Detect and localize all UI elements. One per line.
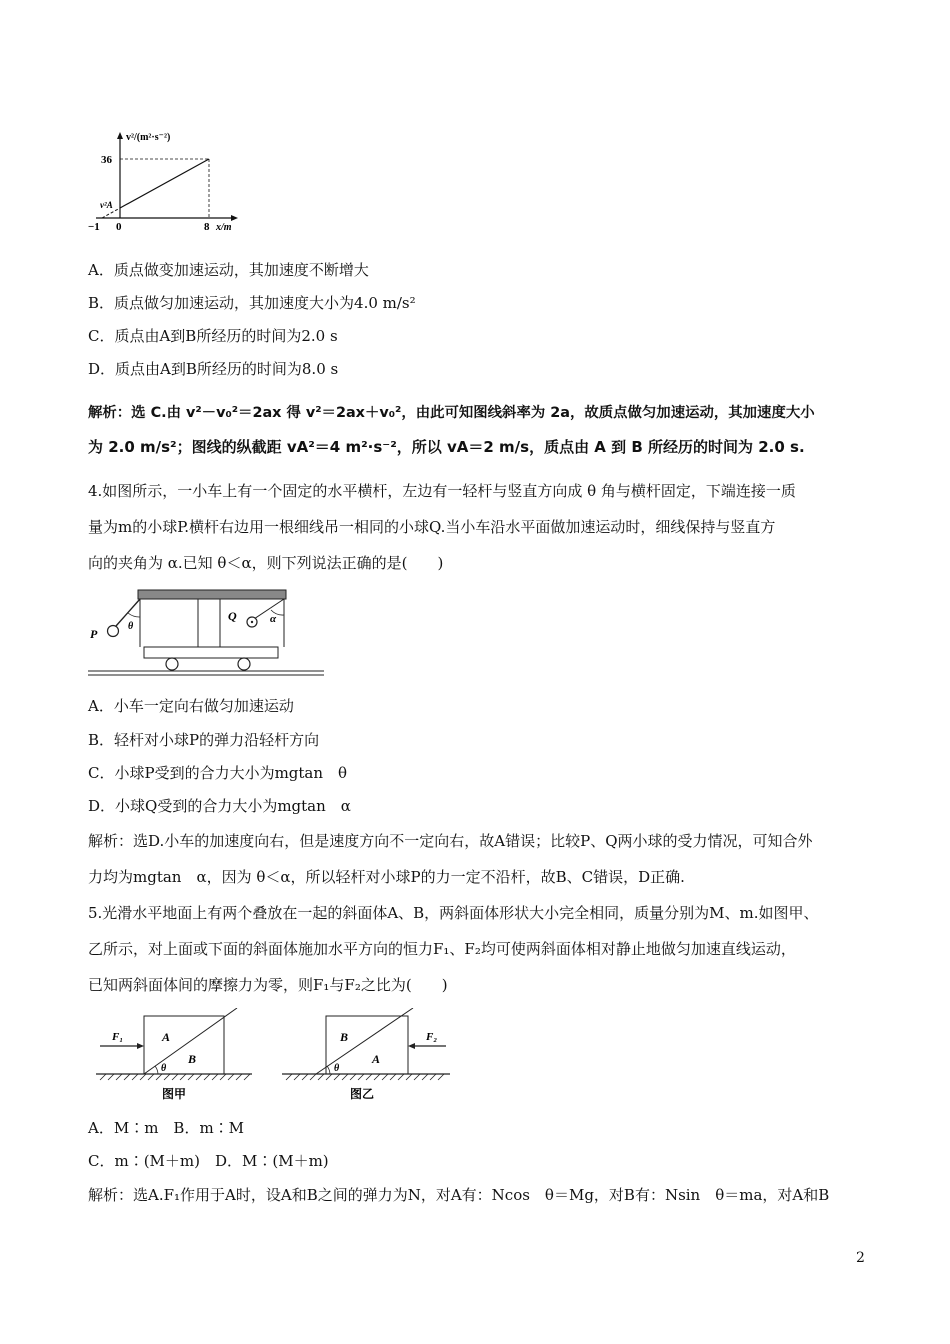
jia-force-arrowhead [137, 1043, 144, 1049]
q4-stem-line-1: 4.如图所示，一小车上有一个固定的水平横杆，左边有一轻杆与竖直方向成 θ 角与横杆固定，下端连接一质 [88, 482, 796, 500]
y-intercept-label: v²A [100, 200, 113, 210]
yi-lower-label: A [372, 1052, 381, 1066]
figure-jia [92, 1008, 260, 1108]
y-axis-label: v²/(m²·s⁻²) [126, 132, 171, 143]
page-number: 2 [856, 1250, 865, 1266]
q4-analysis-line-2: 力均为mgtan α，因为 θ＜α，所以轻杆对小球P的力一定不沿杆，故B、C错误，D正确. [88, 868, 685, 886]
q3-option-d: D．质点由A到B所经历的时间为8.0 s [88, 360, 339, 378]
label-alpha: α [270, 613, 277, 625]
wheel-right [238, 658, 250, 670]
q4-option-a: A．小车一定向右做匀加速运动 [88, 697, 294, 715]
q4-option-d: D．小球Q受到的合力大小为mgtan α [88, 797, 351, 815]
label-theta: θ [128, 621, 134, 632]
x-tick-8: 8 [204, 221, 210, 233]
q4-stem-line-2: 量为m的小球P.横杆右边用一根细线吊一相同的小球Q.当小车沿水平面做加速运动时，细线保持与竖直方 [88, 518, 776, 536]
q5-stem-line-1: 5.光滑水平地面上有两个叠放在一起的斜面体A、B，两斜面体形状大小完全相同，质量分别为M、m.如图甲、 [88, 904, 819, 922]
label-q: Q [228, 609, 237, 623]
yi-ground-hatch [286, 1074, 444, 1080]
yi-force-arrowhead [408, 1043, 415, 1049]
q5-options-line-2: C．m∶(M＋m) D．M∶(M＋m) [88, 1152, 329, 1170]
q4-analysis-line-1: 解析：选D.小车的加速度向右，但是速度方向不一定向右，故A错误；比较P、Q两小球的受力情况，可知合外 [88, 832, 813, 850]
jia-lower-label: B [188, 1052, 197, 1066]
q5-stem-line-3: 已知两斜面体间的摩擦力为零，则F₁与F₂之比为( ) [88, 976, 448, 994]
jia-upper-label: A [162, 1030, 171, 1044]
label-p: P [90, 627, 98, 641]
ball-q-dot [251, 621, 253, 623]
yi-upper-label: B [340, 1030, 349, 1044]
q4-option-c: C．小球P受到的合力大小为mgtan θ [88, 764, 348, 782]
center-column [198, 599, 220, 647]
jia-force-label: F₁ [112, 1031, 124, 1043]
ball-p [108, 626, 119, 637]
wheel-left [166, 658, 178, 670]
q4-option-b: B．轻杆对小球P的弹力沿轻杆方向 [88, 731, 320, 749]
jia-angle-label: θ [161, 1063, 167, 1074]
jia-ground-hatch [100, 1074, 250, 1080]
x-axis-arrow [231, 215, 238, 221]
y-axis-arrow [117, 132, 123, 139]
x-axis-label: x/m [216, 222, 232, 233]
q3-option-c: C．质点由A到B所经历的时间为2.0 s [88, 327, 338, 345]
yi-angle-label: θ [334, 1063, 340, 1074]
q5-stem-line-2: 乙所示，对上面或下面的斜面体施加水平方向的恒力F₁、F₂均可使两斜面体相对静止地做匀加速直线运动， [88, 940, 796, 958]
jia-caption: 图甲 [162, 1087, 187, 1101]
q4-stem-line-3: 向的夹角为 α.已知 θ＜α，则下列说法正确的是( ) [88, 554, 444, 572]
figure-yi [278, 1008, 454, 1108]
q3-analysis-line-1: 解析：选 C.由 v²－v₀²＝2ax 得 v²＝2ax＋v₀²，由此可知图线斜率为 2a，故质点做匀加速运动，其加速度大小 [88, 405, 815, 421]
crossbar [138, 590, 286, 599]
q5-analysis: 解析：选A.F₁作用于A时，设A和B之间的弹力为N，对A有：Ncos θ＝Mg，对B有：Nsin θ＝ma，对A和B [88, 1186, 830, 1204]
q3-option-a: A．质点做变加速运动，其加速度不断增大 [88, 261, 369, 279]
q3-analysis-line-2: 为 2.0 m/s²；图线的纵截距 vA²＝4 m²·s⁻²，所以 vA＝2 m/s，质点由 A 到 B 所经历的时间为 2.0 s. [88, 438, 805, 456]
x-tick-neg1: −1 [88, 221, 100, 233]
cart-body [144, 647, 278, 658]
yi-caption: 图乙 [350, 1087, 375, 1101]
q5-options-line-1: A．M∶m B．m∶M [88, 1119, 245, 1137]
string [254, 599, 284, 619]
q3-option-b: B．质点做匀加速运动，其加速度大小为4.0 m/s² [88, 294, 416, 312]
cart-figure [86, 584, 326, 684]
y-tick-36: 36 [101, 154, 112, 166]
v2-x-graph [86, 126, 256, 236]
graph-line [120, 159, 209, 208]
yi-force-label: F₂ [426, 1031, 438, 1043]
x-tick-0: 0 [116, 221, 122, 233]
theta-arc [128, 613, 140, 617]
